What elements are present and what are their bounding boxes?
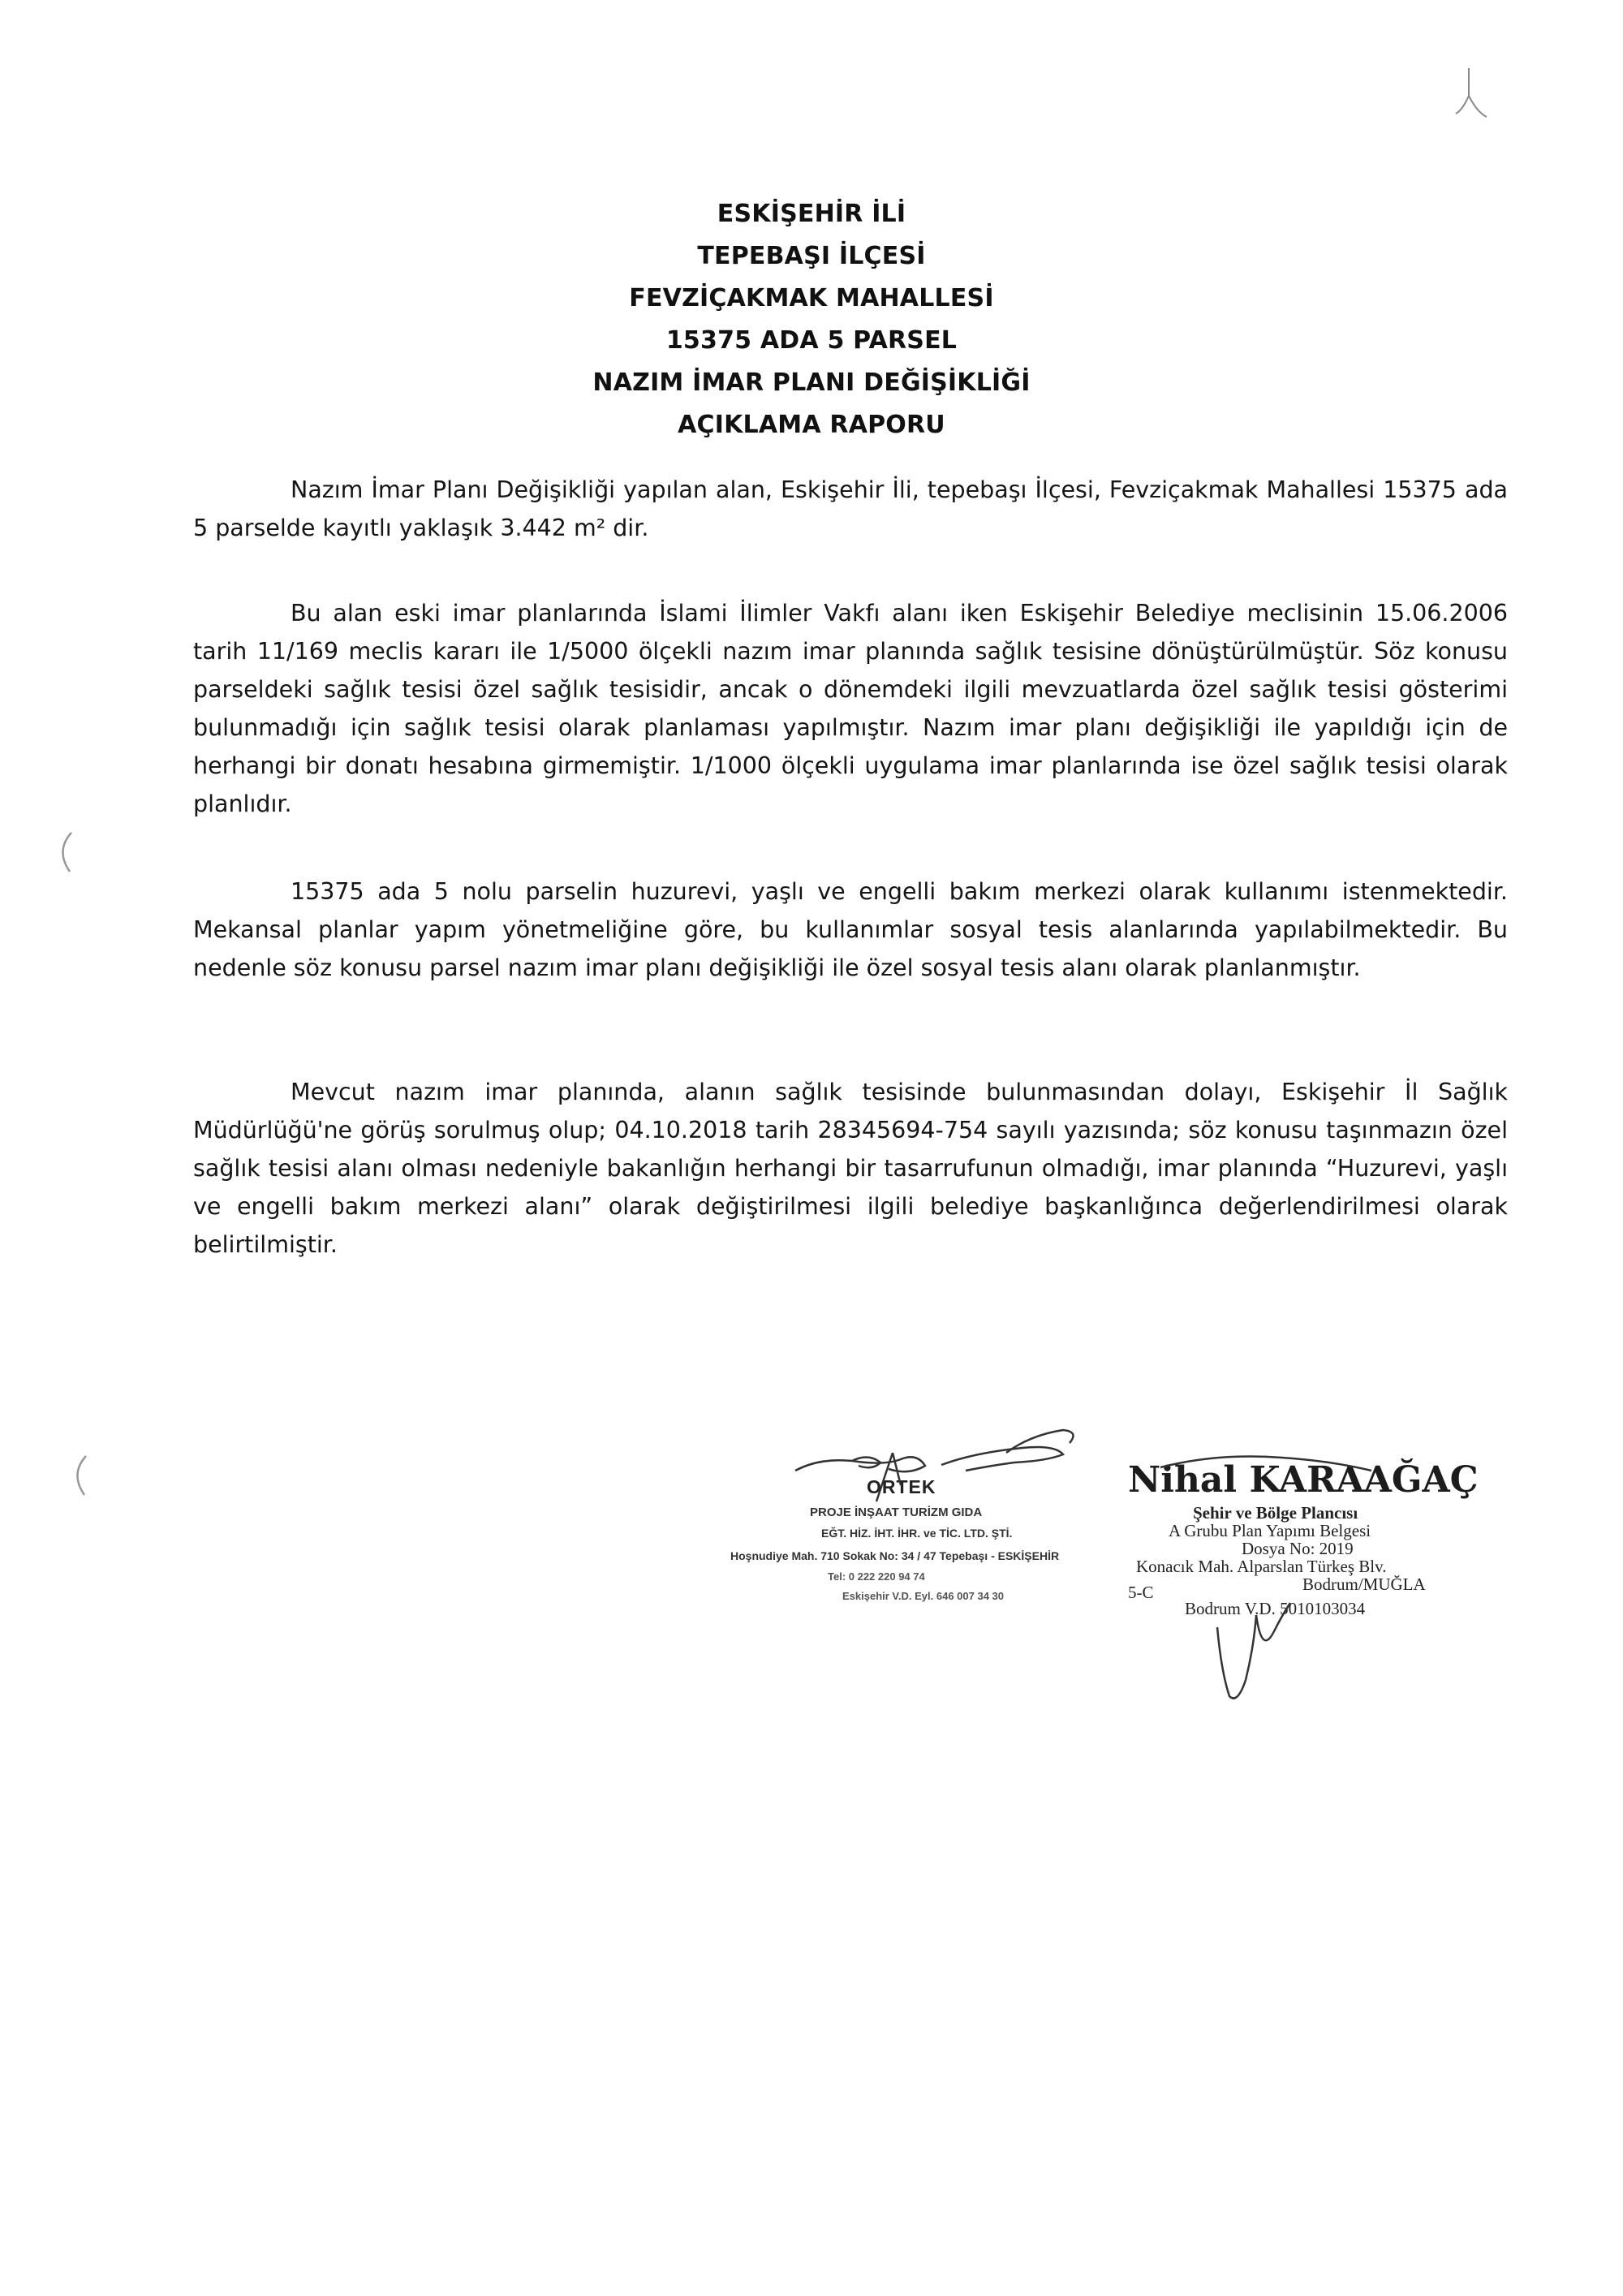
paragraph-text: Mevcut nazım imar planında, alanın sağlık tesisinde bulunmasından dolayı, Eskişehir İl Sağlık Müdürlüğü'ne görüş sorulmuş olup; 04.10.2018 tarih 28345694-754 sayılı yazısında; söz konusu taşınmazın özel sağlık tesisi alanı olması nedeniyle bakanlığın herhangi bir tasarrufunun olmadığı, imar planında “Huzurevi, yaşlı ve engelli bakım merkezi alanı” olarak değiştirilmesi ilgili belediye başkanlığınca değerlendirilmesi olarak belirtilmiştir. [193,1079,1508,1258]
document-header [0,193,1623,446]
header-parcel: 15375 ADA 5 PARSEL [665,326,958,355]
planner-address-unit: 5-C [1128,1583,1154,1602]
company-stamp [730,1449,1104,1619]
header-report-title: AÇIKLAMA RAPORU [678,411,945,439]
planner-tax-office: Bodrum V.D. 5010103034 [1185,1599,1366,1618]
paragraph-intended-use [193,872,1508,987]
punch-hole-mark [52,829,76,875]
company-address: Hoşnudiye Mah. 710 Sokak No: 34 / 47 Tepebaşı - ESKİŞEHİR [730,1549,1060,1562]
planner-city: Bodrum/MUĞLA [1302,1574,1426,1594]
handwritten-page-mark [1444,63,1493,128]
paragraph-health-directorate-opinion [193,1073,1508,1264]
planner-certificate: A Grubu Plan Yapımı Belgesi [1169,1521,1371,1540]
paragraph-text: Nazım İmar Planı Değişikliği yapılan alan, Eskişehir İli, tepebaşı İlçesi, Fevziçakmak Mahallesi 15375 ada 5 parselde kayıtlı yaklaşık 3.442 m² dir. [193,476,1508,541]
company-activity: PROJE İNŞAAT TURİZM GIDA [810,1506,983,1519]
planner-title: Şehir ve Bölge Plancısı [1193,1503,1358,1523]
paragraph-plan-history [193,594,1508,823]
header-neighborhood: FEVZİÇAKMAK MAHALLESİ [629,284,994,312]
company-phone: Tel: 0 222 220 94 74 [828,1570,925,1583]
company-legal-name: EĞT. HİZ. İHT. İHR. ve TİC. LTD. ŞTİ. [821,1527,1013,1540]
paragraph-area-description [193,471,1508,547]
header-district: TEPEBAŞI İLÇESİ [697,242,926,270]
punch-hole-mark [67,1453,91,1498]
planner-name: Nihal KARAAĞAÇ [1128,1459,1479,1501]
header-plan-change: NAZIM İMAR PLANI DEĞİŞİKLİĞİ [592,368,1031,397]
paragraph-text: Bu alan eski imar planlarında İslami İlimler Vakfı alanı iken Eskişehir Belediye meclisinin 15.06.2006 tarih 11/169 meclis kararı ile 1/5000 ölçekli nazım imar planında sağlık tesisine dönüştürülmüştür. Söz konusu parseldeki sağlık tesisi özel sağlık tesisidir, ancak o dönemdeki ilgili mevzuatlarda özel sağlık tesisi gösterimi bulunmadığı için sağlık tesisi olarak planlaması yapılmıştır. Nazım imar planı değişikliği ile yapıldığı için de herhangi bir donatı hesabına girmemiştir. 1/1000 ölçekli uygulama imar planlarında ise özel sağlık tesisi olarak planlıdır. [193,600,1508,817]
paragraph-text: 15375 ada 5 nolu parselin huzurevi, yaşlı ve engelli bakım merkezi olarak kullanımı istenmektedir. Mekansal planlar yapım yönetmeliğine göre, bu kullanımlar sosyal tesis alanlarında yapılabilmektedir. Bu nedenle söz konusu parsel nazım imar planı değişikliği ile özel sosyal tesis alanı olarak planlanmıştır. [193,878,1508,981]
company-tax-office: Eskişehir V.D. Eyl. 646 007 34 30 [842,1590,1004,1602]
header-province: ESKİŞEHİR İLİ [717,200,906,228]
planner-file-number: Dosya No: 2019 [1242,1539,1354,1558]
company-name: ORTEK [867,1476,936,1497]
planner-stamp [1120,1453,1574,1712]
planner-address: Konacık Mah. Alparslan Türkeş Blv. [1136,1557,1387,1576]
